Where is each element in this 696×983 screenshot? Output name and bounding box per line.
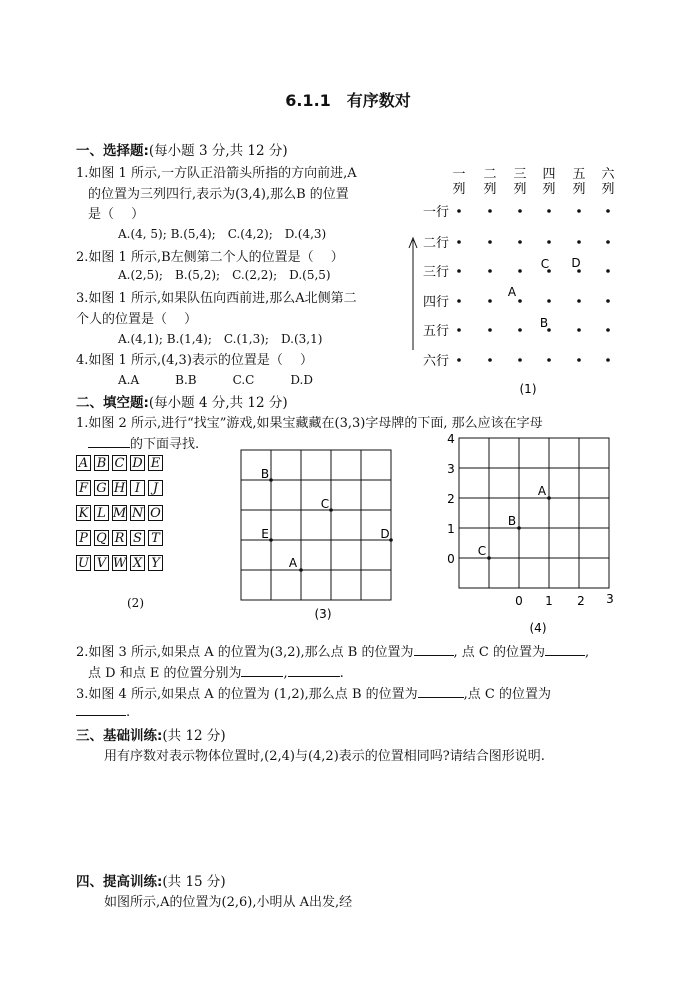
figure-2-caption: (2) [127,596,144,610]
letter-card: P [76,530,91,546]
fig1-dot-r2-c3 [518,240,522,244]
fig1-dot-r4-c1 [457,299,461,303]
fig1-row-label-6: 六行 [423,354,450,369]
page-title: 6.1.1 有序数对 [285,91,411,110]
fig1-point-c: C [540,257,550,271]
fill-q3-text-end: . [126,705,131,720]
letter-card: G [94,480,109,496]
fig1-dot-r6-c6 [606,358,610,362]
fill-q2-blank-e[interactable] [288,664,340,677]
section-3-title: 三、基础训练: [76,728,163,744]
fig3-point-a-label: A [288,556,298,570]
fig1-dot-r1-c2 [488,209,492,213]
fig1-col-label-4-2: 列 [542,182,556,197]
letter-card: E [148,455,163,471]
fig1-dot-r4-c2 [488,299,492,303]
fig1-dot-r6-c2 [488,358,492,362]
fig1-dot-r1-c3 [518,209,522,213]
fig3-point-c-label: C [320,497,330,511]
q3-line1: 3.如图 1 所示,如果队伍向西前进,那么A北侧第二 [76,291,357,306]
fig1-col-label-2-2: 列 [483,182,497,197]
fill-q1-line1: 1.如图 2 所示,进行“找宝”游戏,如果宝藏藏在(3,3)字母牌的下面, 那么应该在字母 [76,416,543,431]
letter-row-1 [76,455,163,471]
fill-q2-text-e: , [283,666,288,681]
fig4-point-b-dot [517,526,521,530]
fill-q2-line2 [88,662,344,681]
fill-q2-blank-b[interactable] [414,643,454,656]
letter-card: C [112,455,127,471]
fig1-dot-r6-c3 [518,358,522,362]
fill-q1-line2 [88,433,199,452]
fig1-col-label-1-1: 一 [452,167,466,182]
fig4-x-tick: 0 [515,594,523,608]
fig1-col-label-6-2: 列 [601,182,615,197]
fig1-dot-r3-c6 [606,269,610,273]
fig1-dot-r4-c4 [547,299,551,303]
figure-2-letter-grid [76,455,163,580]
fig4-x-tick: 1 [545,594,553,608]
fig1-col-label-3-1: 三 [513,167,527,182]
fill-q2-blank-c[interactable] [545,643,585,656]
fig1-dot-r5-c1 [457,328,461,332]
letter-card: N [131,505,144,521]
fig1-dot-r2-c4 [547,240,551,244]
fig1-dot-r2-c5 [577,240,581,244]
fig1-row-label-2: 二行 [423,236,450,251]
q3-line2: 个人的位置是（ ） [76,312,198,327]
letter-card: T [148,530,163,546]
fig1-col-label-1-2: 列 [452,182,466,197]
fill-q3-blank-c[interactable] [76,703,126,716]
fill-q2-text-f: . [339,666,344,681]
letter-card: W [112,555,127,571]
fig3-point-d-label: D [380,527,390,541]
fill-q2-text-c: , [584,645,590,660]
fig1-row-label-3: 三行 [423,265,450,280]
letter-card: F [76,480,91,496]
fig4-y-tick: 3 [447,462,455,476]
letter-card: U [76,555,91,571]
fig1-dot-r3-c1 [457,269,461,273]
fig4-point-a-label: A [537,484,547,498]
section-4-title: 四、提高训练: [76,874,163,890]
fig1-col-label-2-1: 二 [483,167,497,182]
section-1-heading [76,139,288,159]
fig1-col-label-3-2: 列 [513,182,527,197]
figure-1-caption: (1) [519,382,537,396]
q1-line3: 是（ ） [88,207,145,222]
fig1-col-label-5-1: 五 [572,167,586,182]
fig4-y-tick: 4 [447,432,455,446]
section-2-note: (每小题 4 分,共 12 分) [148,395,288,411]
fig1-dot-r4-c5 [577,299,581,303]
letter-card: R [112,530,127,546]
fig1-point-d: D [571,256,581,270]
fig4-grid-border [459,438,609,588]
fig1-dot-r1-c5 [577,209,581,213]
q4-options: A.A B.B C.C D.D [118,373,313,387]
fig4-point-c-dot [487,556,491,560]
fig1-dot-r2-c2 [488,240,492,244]
q3-options: A.(4,1); B.(1,4); C.(1,3); D.(3,1) [118,332,323,346]
fig1-dot-r3-c3 [518,269,522,273]
q1-options: A.(4, 5); B.(5,4); C.(4,2); D.(4,3) [118,227,327,241]
fig1-dot-r5-c5 [577,328,581,332]
fig4-y-tick: 1 [447,522,455,536]
fig1-dot-r4-c6 [606,299,610,303]
section-3-body: 用有序数对表示物体位置时,(2,4)与(4,2)表示的位置相同吗?请结合图形说明. [104,749,545,764]
letter-card: O [148,505,163,521]
fig1-dot-r5-c6 [606,328,610,332]
fig4-point-b-label: B [507,514,517,528]
fig1-row-label-4: 四行 [423,295,450,310]
fig1-point-a: A [507,285,517,299]
section-1-title: 一、选择题: [76,143,149,159]
letter-card: I [130,480,145,496]
fig1-row-label-1: 一行 [423,205,450,220]
fig1-col-label-5-2: 列 [572,182,586,197]
figure-3 [234,442,404,627]
section-3-heading [76,724,226,744]
fig4-point-a-dot [547,496,551,500]
letter-card: K [76,505,91,521]
fill-q2-text-a: 2.如图 3 所示,如果点 A 的位置为(3,2),那么点 B 的位置为 [76,645,414,660]
fill-q1-answer-blank[interactable] [88,435,130,448]
fill-q3-blank-b[interactable] [418,685,464,698]
fig1-dot-r1-c6 [606,209,610,213]
q1-line1: 1.如图 1 所示,一方队正沿箭头所指的方向前进,A [76,166,357,181]
letter-card: V [94,555,109,571]
fig4-y-tick: 2 [447,492,455,506]
fill-q2-text-b: , 点 C 的位置为 [453,645,545,660]
fill-q2-line1 [76,641,589,660]
fig1-dot-r1-c4 [547,209,551,213]
letter-card: D [130,455,145,471]
figure-1 [404,160,624,400]
fig3-point-c-dot [329,508,333,512]
letter-card: X [130,555,145,571]
letter-row-2 [76,480,163,496]
letter-row-3 [76,505,163,521]
section-3-note: (共 12 分) [162,728,226,744]
fig1-dot-r5-c3 [518,328,522,332]
fig1-dot-r1-c1 [457,209,461,213]
fig1-dot-r2-c1 [457,240,461,244]
letter-card: L [94,505,109,521]
fig1-col-label-4-1: 四 [542,167,556,182]
fig3-point-e-label: E [261,527,269,541]
fill-q2-text-d: 点 D 和点 E 的位置分别为 [88,666,242,681]
fig3-point-b-label: B [260,467,270,481]
letter-card: Y [148,555,163,571]
letter-card: H [113,480,126,496]
figure-3-caption: (3) [314,607,332,621]
letter-card: M [112,505,127,521]
fig3-point-e-dot [269,538,273,542]
q2-options: A.(2,5); B.(5,2); C.(2,2); D.(5,5) [118,268,331,282]
fig3-point-d-dot [389,538,393,542]
fig1-dot-r3-c2 [488,269,492,273]
fig3-point-a-dot [299,568,303,572]
letter-card: S [130,530,145,546]
q2-line1: 2.如图 1 所示,B左侧第二个人的位置是（ ） [76,250,344,265]
figure-4-caption: (4) [529,621,547,635]
section-4-note: (共 15 分) [162,874,226,890]
letter-card: Q [94,530,109,546]
fig4-point-c-label: C [477,544,487,558]
fill-q3-line2 [76,703,130,720]
fig3-point-b-dot [269,478,273,482]
fig1-dot-r6-c1 [457,358,461,362]
q4-line1: 4.如图 1 所示,(4,3)表示的位置是（ ） [76,353,314,368]
section-4-heading [76,870,226,890]
fig1-dot-r6-c5 [577,358,581,362]
fig1-dot-r2-c6 [606,240,610,244]
section-2-heading [76,391,288,411]
fig1-col-label-6-1: 六 [601,167,615,182]
fig4-y-tick: 0 [447,552,455,566]
fill-q3-text-a: 3.如图 4 所示,如果点 A 的位置为 (1,2),那么点 B 的位置为 [76,687,418,702]
section-4-body: 如图所示,A的位置为(2,6),小明从 A出发,经 [104,895,353,910]
letter-card: J [148,480,163,496]
fill-q1-line2-text: 的下面寻找. [130,437,200,452]
fig1-dot-r4-c3 [518,299,522,303]
fig4-x-tick: 3 [606,592,614,606]
fill-q3-line1 [76,683,551,702]
letter-row-4 [76,530,163,546]
fig1-row-label-5: 五行 [423,324,450,339]
fill-q3-text-b: ,点 C 的位置为 [463,687,551,702]
section-1-note: (每小题 3 分,共 12 分) [148,143,288,159]
fill-q2-blank-d[interactable] [241,664,283,677]
figure-4 [440,430,625,640]
section-2-title: 二、填空题: [76,395,149,411]
fig1-point-b: B [539,316,549,330]
fig1-dot-r6-c4 [547,358,551,362]
letter-card: B [94,455,109,471]
q1-line2: 的位置为三列四行,表示为(3,4),那么B 的位置 [88,187,349,202]
letter-row-5 [76,555,163,571]
letter-card: A [76,455,91,471]
fig1-dot-r5-c2 [488,328,492,332]
fig4-x-tick: 2 [577,594,585,608]
